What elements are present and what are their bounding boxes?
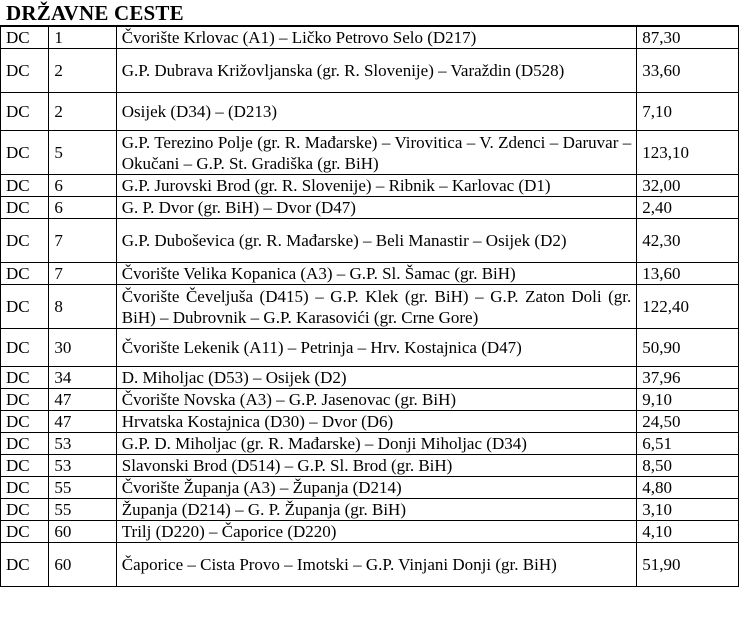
road-type-cell: DC: [1, 521, 49, 543]
road-length-cell: 8,50: [637, 455, 739, 477]
road-route-cell: G. P. Dvor (gr. BiH) – Dvor (D47): [116, 197, 637, 219]
road-type-cell: DC: [1, 543, 49, 587]
road-type-cell: DC: [1, 131, 49, 175]
road-number-cell: 7: [49, 219, 116, 263]
road-type-cell: DC: [1, 389, 49, 411]
road-number-cell: 53: [49, 455, 116, 477]
road-number-cell: 5: [49, 131, 116, 175]
road-length-cell: 9,10: [637, 389, 739, 411]
road-number-cell: 6: [49, 197, 116, 219]
road-length-cell: 123,10: [637, 131, 739, 175]
table-row: [1, 49, 739, 93]
road-type-cell: DC: [1, 175, 49, 197]
road-length-cell: 6,51: [637, 433, 739, 455]
state-roads-table: [0, 25, 739, 587]
road-length-cell: 13,60: [637, 263, 739, 285]
road-length-cell: 33,60: [637, 49, 739, 93]
road-length-cell: 37,96: [637, 367, 739, 389]
table-row: [1, 131, 739, 175]
table-row: [1, 499, 739, 521]
table-row: [1, 433, 739, 455]
table-row: [1, 477, 739, 499]
road-number-cell: 30: [49, 329, 116, 367]
road-route-cell: Županja (D214) – G. P. Županja (gr. BiH): [116, 499, 637, 521]
road-type-cell: DC: [1, 285, 49, 329]
table-row: [1, 411, 739, 433]
table-row: [1, 26, 739, 49]
road-route-cell: G.P. D. Miholjac (gr. R. Mađarske) – Donji Miholjac (D34): [116, 433, 637, 455]
table-row: [1, 263, 739, 285]
road-type-cell: DC: [1, 367, 49, 389]
road-number-cell: 53: [49, 433, 116, 455]
road-length-cell: 24,50: [637, 411, 739, 433]
road-route-cell: G.P. Duboševica (gr. R. Mađarske) – Beli Manastir – Osijek (D2): [116, 219, 637, 263]
road-length-cell: 3,10: [637, 499, 739, 521]
section-title: DRŽAVNE CESTE: [6, 1, 184, 25]
road-length-cell: 4,80: [637, 477, 739, 499]
table-row: [1, 521, 739, 543]
table-row: [1, 285, 739, 329]
road-route-cell: G.P. Dubrava Križovljanska (gr. R. Slovenije) – Varaždin (D528): [116, 49, 637, 93]
road-number-cell: 34: [49, 367, 116, 389]
table-row: [1, 367, 739, 389]
road-route-cell: Trilj (D220) – Čaporice (D220): [116, 521, 637, 543]
road-number-cell: 7: [49, 263, 116, 285]
road-type-cell: DC: [1, 455, 49, 477]
road-number-cell: 60: [49, 543, 116, 587]
road-number-cell: 1: [49, 26, 116, 49]
table-row: [1, 93, 739, 131]
road-route-cell: D. Miholjac (D53) – Osijek (D2): [116, 367, 637, 389]
road-route-cell: Čvorište Krlovac (A1) – Ličko Petrovo Selo (D217): [116, 26, 637, 49]
road-length-cell: 4,10: [637, 521, 739, 543]
road-length-cell: 51,90: [637, 543, 739, 587]
road-route-cell: Slavonski Brod (D514) – G.P. Sl. Brod (gr. BiH): [116, 455, 637, 477]
road-route-cell: Čvorište Županja (A3) – Županja (D214): [116, 477, 637, 499]
road-type-cell: DC: [1, 263, 49, 285]
road-route-cell: Osijek (D34) – (D213): [116, 93, 637, 131]
road-number-cell: 47: [49, 411, 116, 433]
road-number-cell: 55: [49, 477, 116, 499]
table-row: [1, 389, 739, 411]
road-length-cell: 50,90: [637, 329, 739, 367]
road-number-cell: 6: [49, 175, 116, 197]
road-route-cell: Čvorište Čeveljuša (D415) – G.P. Klek (gr. BiH) – G.P. Zaton Doli (gr. BiH) – Dubrovnik – G.P. Karasovići (gr. Crne Gore): [116, 285, 637, 329]
road-type-cell: DC: [1, 329, 49, 367]
table-row: [1, 455, 739, 477]
road-type-cell: DC: [1, 411, 49, 433]
road-type-cell: DC: [1, 499, 49, 521]
road-type-cell: DC: [1, 49, 49, 93]
road-route-cell: Čvorište Lekenik (A11) – Petrinja – Hrv. Kostajnica (D47): [116, 329, 637, 367]
road-type-cell: DC: [1, 197, 49, 219]
road-length-cell: 87,30: [637, 26, 739, 49]
road-length-cell: 2,40: [637, 197, 739, 219]
road-length-cell: 122,40: [637, 285, 739, 329]
road-length-cell: 32,00: [637, 175, 739, 197]
road-type-cell: DC: [1, 26, 49, 49]
road-number-cell: 47: [49, 389, 116, 411]
table-row: [1, 329, 739, 367]
road-route-cell: Čaporice – Cista Provo – Imotski – G.P. Vinjani Donji (gr. BiH): [116, 543, 637, 587]
road-route-cell: G.P. Jurovski Brod (gr. R. Slovenije) – Ribnik – Karlovac (D1): [116, 175, 637, 197]
road-length-cell: 7,10: [637, 93, 739, 131]
table-row: [1, 219, 739, 263]
road-number-cell: 55: [49, 499, 116, 521]
road-route-cell: G.P. Terezino Polje (gr. R. Mađarske) – Virovitica – V. Zdenci – Daruvar – Okučani – G.P. St. Gradiška (gr. BiH): [116, 131, 637, 175]
road-route-cell: Čvorište Velika Kopanica (A3) – G.P. Sl. Šamac (gr. BiH): [116, 263, 637, 285]
table-row: [1, 175, 739, 197]
road-type-cell: DC: [1, 477, 49, 499]
road-route-cell: Hrvatska Kostajnica (D30) – Dvor (D6): [116, 411, 637, 433]
road-type-cell: DC: [1, 219, 49, 263]
road-length-cell: 42,30: [637, 219, 739, 263]
road-type-cell: DC: [1, 433, 49, 455]
table-row: [1, 197, 739, 219]
road-type-cell: DC: [1, 93, 49, 131]
road-number-cell: 8: [49, 285, 116, 329]
road-route-cell: Čvorište Novska (A3) – G.P. Jasenovac (gr. BiH): [116, 389, 637, 411]
road-number-cell: 2: [49, 93, 116, 131]
table-row: [1, 543, 739, 587]
road-number-cell: 60: [49, 521, 116, 543]
road-number-cell: 2: [49, 49, 116, 93]
